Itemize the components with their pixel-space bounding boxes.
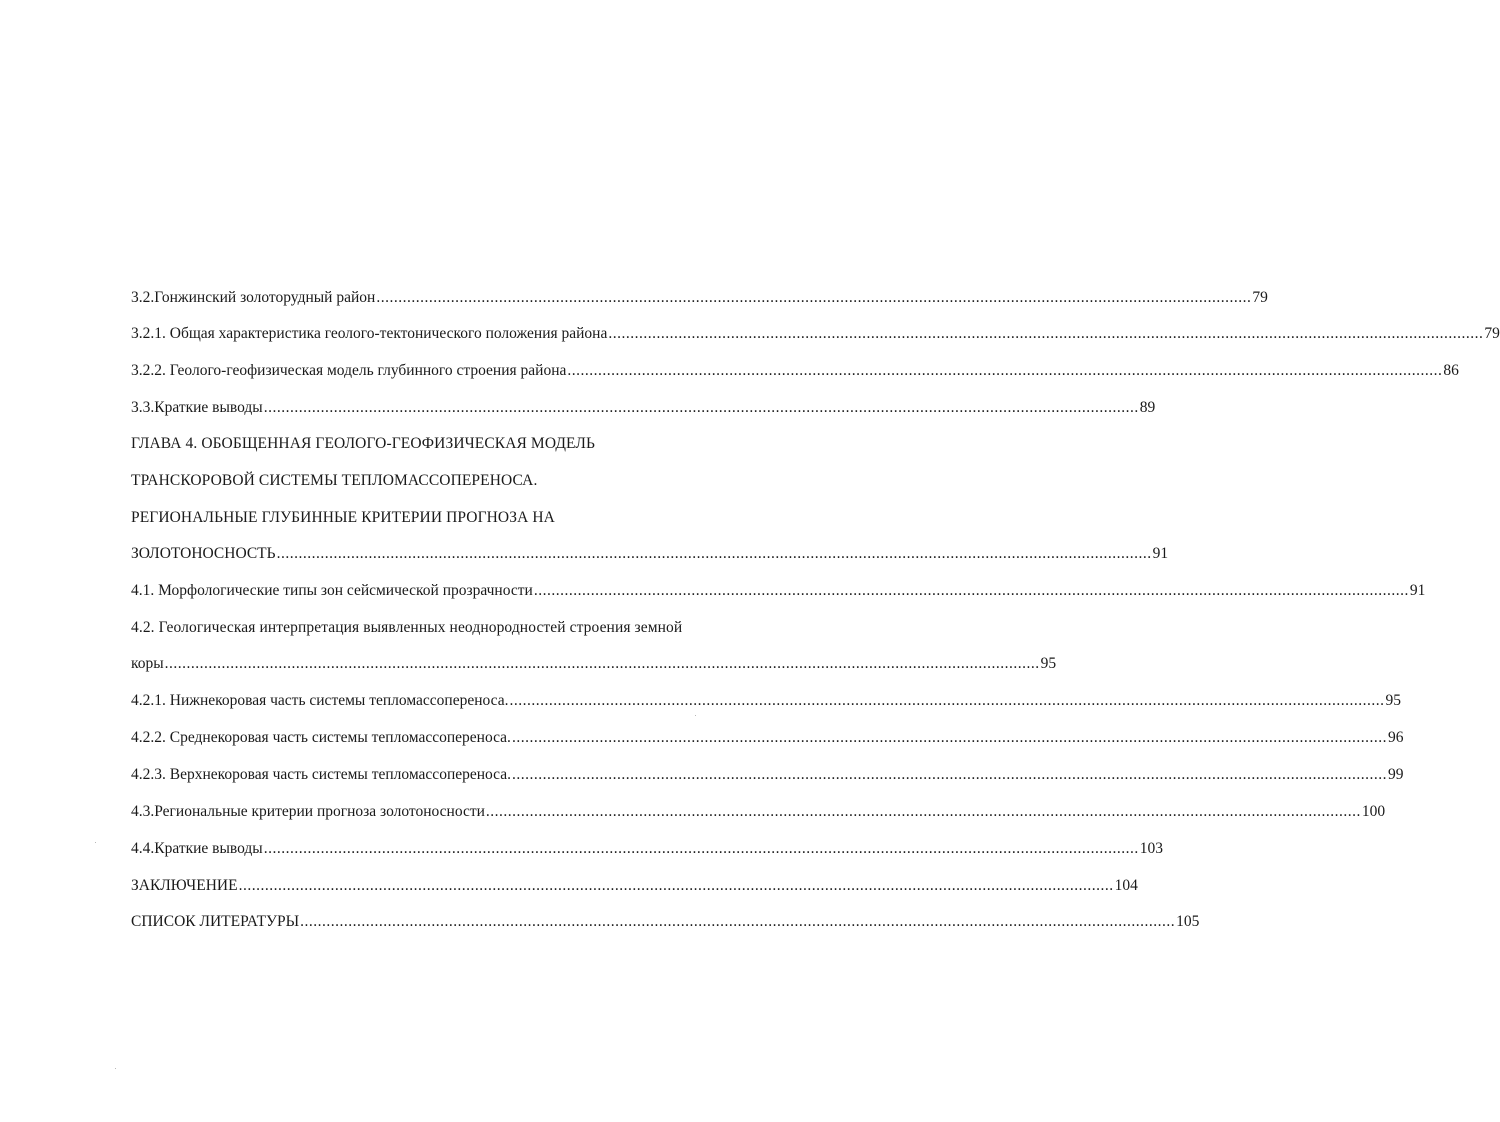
toc-entry-title: ЗОЛОТОНОСНОСТЬ <box>131 545 276 562</box>
toc-leader-dots: ........................................................................................................................................................................................................ <box>512 766 1387 783</box>
toc-entry-title: 4.4.Краткие выводы <box>131 840 263 857</box>
toc-entry-title: 4.3.Региональные критерии прогноза золотоносности <box>131 803 485 820</box>
toc-entry-4-4 <box>131 839 1163 859</box>
toc-leader-dots: ........................................................................................................................................................................................................ <box>376 289 1252 306</box>
toc-leader-dots: ........................................................................................................................................................................................................ <box>263 840 1139 857</box>
scan-speck <box>695 715 696 716</box>
toc-leader-dots: ........................................................................................................................................................................................................ <box>567 362 1443 379</box>
toc-page-number: 100 <box>1361 803 1386 820</box>
toc-entry-3-2 <box>131 288 1268 308</box>
toc-entry-4-2-line-2 <box>131 654 1057 674</box>
toc-entry-number: 3.2. <box>131 289 155 306</box>
toc-page-number: 95 <box>1040 655 1057 672</box>
toc-page-number: 89 <box>1139 399 1156 416</box>
toc-entry-title: ЗАКЛЮЧЕНИЕ <box>131 877 238 894</box>
toc-entry-title: 4.1. Морфологические типы зон сейсмической прозрачности <box>131 582 533 599</box>
toc-entry-4-2-1 <box>131 691 1401 711</box>
toc-page-number: 103 <box>1139 840 1163 857</box>
toc-page-number: 79 <box>1484 325 1500 342</box>
toc-entry-4-2-3 <box>131 765 1404 785</box>
toc-entry-4-1 <box>131 581 1426 601</box>
toc-page-number: 95 <box>1385 692 1401 709</box>
toc-entry-title: 4.2.2. Среднекоровая часть системы тепломассопереноса. <box>131 729 511 746</box>
toc-entry-title: 3.3.Краткие выводы <box>131 399 263 416</box>
toc-entry-title: коры <box>131 655 164 672</box>
toc-leader-dots: ........................................................................................................................................................................................................ <box>509 692 1385 709</box>
toc-page-number: 96 <box>1387 729 1404 746</box>
toc-page-number: 79 <box>1252 289 1268 306</box>
toc-entry-title: 4.2.3. Верхнекоровая часть системы тепломассопереноса. <box>131 766 511 783</box>
chapter-4-heading-line-1: ГЛАВА 4. ОБОБЩЕННАЯ ГЕОЛОГО-ГЕОФИЗИЧЕСКАЯ МОДЕЛЬ <box>131 435 595 452</box>
toc-entry-4-2-line-1: 4.2. Геологическая интерпретация выявленных неоднородностей строения земной <box>131 619 683 636</box>
toc-leader-dots: ........................................................................................................................................................................................................ <box>276 545 1152 562</box>
toc-entry-3-2-1 <box>131 324 1500 344</box>
toc-entry-4-3 <box>131 802 1386 822</box>
toc-entry-3-2-2 <box>131 361 1459 381</box>
scan-speck <box>115 1068 116 1069</box>
toc-page-number: 91 <box>1152 545 1169 562</box>
toc-leader-dots: ........................................................................................................................................................................................................ <box>533 582 1409 599</box>
toc-page-number: 99 <box>1388 766 1404 783</box>
toc-leader-dots: ........................................................................................................................................................................................................ <box>300 913 1176 930</box>
toc-entry-4-2-2 <box>131 728 1404 748</box>
toc-entry-3-3 <box>131 398 1156 418</box>
toc-entry-title: 4.2.1. Нижнекоровая часть системы тепломассопереноса. <box>131 692 509 709</box>
toc-page-number: 104 <box>1114 877 1138 894</box>
chapter-4-heading-line-4 <box>131 544 1169 564</box>
toc-leader-dots: ........................................................................................................................................................................................................ <box>238 877 1114 894</box>
toc-entry-title: 3.2.2. Геолого-геофизическая модель глубинного строения района <box>131 362 567 379</box>
toc-leader-dots: ........................................................................................................................................................................................................ <box>608 325 1484 342</box>
toc-entry-conclusion <box>131 876 1138 896</box>
toc-leader-dots: ........................................................................................................................................................................................................ <box>263 399 1139 416</box>
toc-leader-dots: ........................................................................................................................................................................................................ <box>485 803 1361 820</box>
toc-page-number: 86 <box>1443 362 1459 379</box>
toc-entry-title: 3.2.1. Общая характеристика геолого-тектонического положения района <box>131 325 608 342</box>
toc-leader-dots: ........................................................................................................................................................................................................ <box>164 655 1040 672</box>
chapter-4-heading-line-2: ТРАНСКОРОВОЙ СИСТЕМЫ ТЕПЛОМАССОПЕРЕНОСА. <box>131 472 538 489</box>
toc-leader-dots: ........................................................................................................................................................................................................ <box>511 729 1387 746</box>
toc-page-number: 105 <box>1176 913 1200 930</box>
toc-page-number: 91 <box>1409 582 1426 599</box>
chapter-4-heading-line-3: РЕГИОНАЛЬНЫЕ ГЛУБИННЫЕ КРИТЕРИИ ПРОГНОЗА НА <box>131 509 555 526</box>
toc-entry-references <box>131 912 1200 932</box>
toc-entry-title: СПИСОК ЛИТЕРАТУРЫ <box>131 913 300 930</box>
toc-entry-title: Гонжинский золоторудный район <box>154 289 376 306</box>
scan-speck <box>95 842 96 843</box>
